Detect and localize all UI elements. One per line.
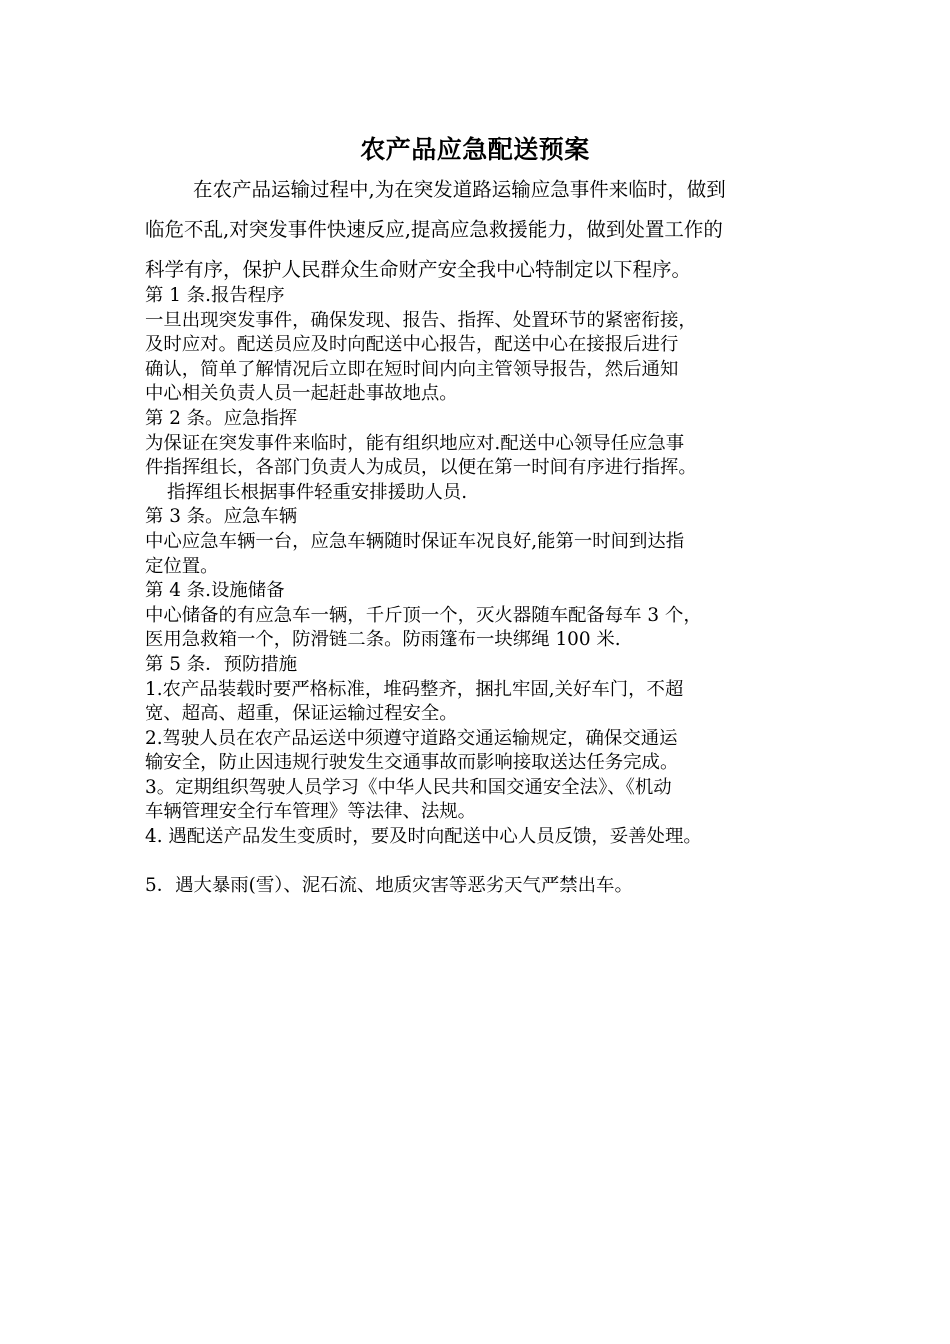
body-line: 定位置。: [145, 555, 219, 577]
list-item-continuation: 输安全，防止因违规行驶发生交通事故而影响接取送达任务完成。: [145, 752, 679, 774]
intro-line: 科学有序，保护人民群众生命财产安全我中心特制定以下程序。: [145, 258, 692, 281]
body-line: 为保证在突发事件来临时，能有组织地应对.配送中心领导任应急事: [145, 432, 685, 454]
body-line: 及时应对。配送员应及时向配送中心报告，配送中心在接报后进行: [145, 334, 679, 356]
list-item: 4. 遇配送产品发生变质时，要及时向配送中心人员反馈，妥善处理。: [145, 826, 702, 848]
list-item: 5．遇大暴雨(雪）、泥石流、地质灾害等恶劣天气严禁出车。: [145, 875, 633, 897]
section-heading-3: 第 3 条。应急车辆: [145, 506, 298, 528]
list-item-continuation: 宽、超高、超重，保证运输过程安全。: [145, 703, 458, 725]
intro-paragraph: [145, 170, 809, 290]
body-line: 中心储备的有应急车一辆，千斤顶一个，灭火器随车配备每车 3 个，: [145, 604, 702, 626]
list-item: 1.农产品装载时要严格标准，堆码整齐，捆扎牢固,关好车门，不超: [145, 678, 684, 700]
blank-line: [145, 850, 825, 875]
list-item: 2.驾驶人员在农产品运送中须遵守道路交通运输规定，确保交通运: [145, 727, 678, 749]
body-line: 件指挥组长，各部门负责人为成员，以便在第一时间有序进行指挥。: [145, 457, 697, 479]
section-heading-5: 第 5 条．预防措施: [145, 653, 298, 675]
section-heading-2: 第 2 条。应急指挥: [145, 407, 298, 429]
document-body: [145, 284, 825, 899]
list-item: 3。定期组织驾驶人员学习《中华人民共和国交通安全法》、《机动: [145, 776, 672, 798]
list-item-continuation: 车辆管理安全行车管理》等法律、法规。: [145, 801, 477, 823]
intro-line: 在农产品运输过程中,为在突发道路运输应急事件来临时，做到: [193, 178, 726, 201]
body-line: 确认，简单了解情况后立即在短时间内向主管领导报告，然后通知: [145, 358, 679, 380]
section-heading-1: 第 1 条.报告程序: [145, 285, 285, 306]
document-title: 农产品应急配送预案: [360, 135, 590, 164]
body-line: 医用急救箱一个，防滑链二条。防雨篷布一块绑绳 100 米.: [145, 629, 621, 651]
body-line: 一旦出现突发事件，确保发现、报告、指挥、处置环节的紧密衔接，: [145, 309, 697, 331]
body-line: 中心应急车辆一台，应急车辆随时保证车况良好,能第一时间到达指: [145, 530, 685, 552]
intro-line: 临危不乱,对突发事件快速反应,提高应急救援能力，做到处置工作的: [145, 218, 723, 241]
section-heading-4: 第 4 条.设施储备: [145, 580, 285, 602]
body-line: 指挥组长根据事件轻重安排援助人员.: [167, 481, 468, 503]
body-line: 中心相关负责人员一起赶赴事故地点。: [145, 383, 458, 405]
